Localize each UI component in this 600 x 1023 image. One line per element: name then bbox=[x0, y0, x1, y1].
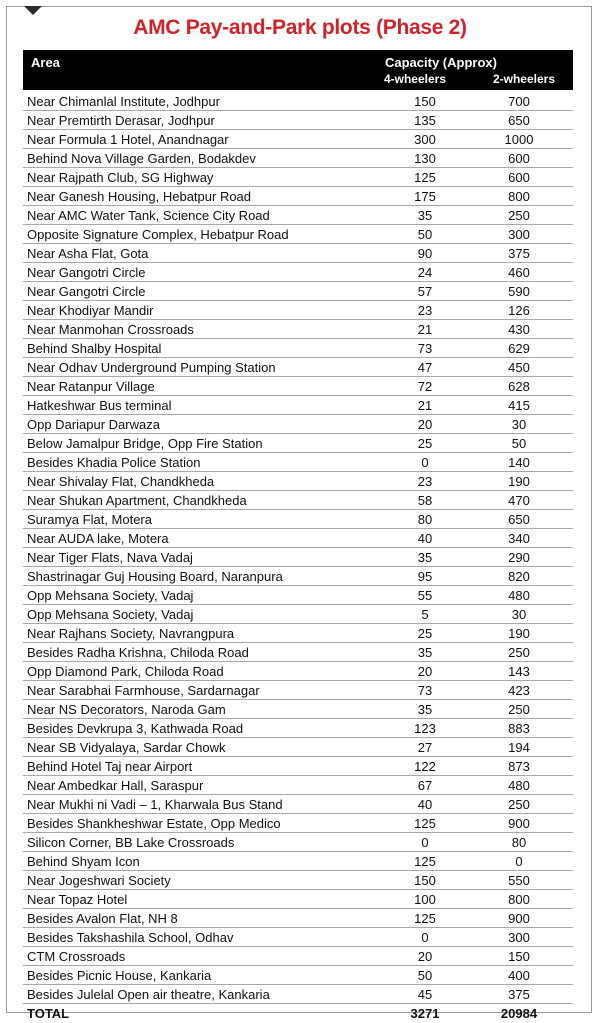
table-row bbox=[23, 586, 573, 605]
table-row bbox=[23, 757, 573, 776]
area-cell: Near Ambedkar Hall, Saraspur bbox=[27, 778, 204, 793]
area-cell: Opp Diamond Park, Chiloda Road bbox=[27, 664, 224, 679]
area-cell: Near Khodiyar Mandir bbox=[27, 303, 154, 318]
area-cell: Behind Nova Village Garden, Bodakdev bbox=[27, 151, 256, 166]
four-wheeler-cell: 73 bbox=[417, 341, 433, 356]
two-wheeler-cell: 375 bbox=[508, 987, 530, 1002]
four-wheeler-cell: 35 bbox=[417, 702, 433, 717]
area-cell: Near Odhav Underground Pumping Station bbox=[27, 360, 276, 375]
area-cell: Near Premtirth Derasar, Jodhpur bbox=[27, 113, 215, 128]
four-wheeler-cell: 27 bbox=[417, 740, 433, 755]
two-wheeler-cell: 800 bbox=[508, 189, 530, 204]
area-cell: Besides Takshashila School, Odhav bbox=[27, 930, 234, 945]
table-row bbox=[23, 491, 573, 510]
table-row bbox=[23, 548, 573, 567]
area-cell: Near Gangotri Circle bbox=[27, 284, 146, 299]
area-cell: Hatkeshwar Bus terminal bbox=[27, 398, 172, 413]
header-two-wheelers: 2-wheelers bbox=[492, 72, 556, 86]
four-wheeler-cell: 40 bbox=[417, 797, 433, 812]
table-row bbox=[23, 738, 573, 757]
table-row bbox=[23, 890, 573, 909]
table-row bbox=[23, 776, 573, 795]
two-wheeler-cell: 0 bbox=[515, 854, 523, 869]
area-cell: Near Rajhans Society, Navrangpura bbox=[27, 626, 235, 641]
two-wheeler-cell: 300 bbox=[508, 227, 530, 242]
table-body bbox=[23, 92, 573, 1023]
two-wheeler-cell: 430 bbox=[508, 322, 530, 337]
two-wheeler-cell: 250 bbox=[508, 797, 530, 812]
two-wheeler-cell: 800 bbox=[508, 892, 530, 907]
four-wheeler-cell: 35 bbox=[417, 645, 433, 660]
table-row bbox=[23, 510, 573, 529]
table-row bbox=[23, 339, 573, 358]
two-wheeler-cell: 600 bbox=[508, 170, 530, 185]
area-cell: Near Mukhi ni Vadi – 1, Kharwala Bus Stand bbox=[27, 797, 283, 812]
four-wheeler-cell: 40 bbox=[417, 531, 433, 546]
four-wheeler-cell: 0 bbox=[421, 455, 429, 470]
area-cell: Below Jamalpur Bridge, Opp Fire Station bbox=[27, 436, 263, 451]
two-wheeler-cell: 700 bbox=[508, 94, 530, 109]
area-cell: Near Asha Flat, Gota bbox=[27, 246, 149, 261]
four-wheeler-cell: 0 bbox=[421, 835, 429, 850]
four-wheeler-cell: 20 bbox=[417, 664, 433, 679]
table-row bbox=[23, 206, 573, 225]
total-four-wheelers: 3271 bbox=[410, 1006, 440, 1021]
two-wheeler-cell: 460 bbox=[508, 265, 530, 280]
table-row bbox=[23, 320, 573, 339]
area-cell: Near Rajpath Club, SG Highway bbox=[27, 170, 214, 185]
table-row bbox=[23, 301, 573, 320]
table-row bbox=[23, 415, 573, 434]
two-wheeler-cell: 190 bbox=[508, 626, 530, 641]
table-row bbox=[23, 719, 573, 738]
table-frame bbox=[6, 6, 592, 1021]
table-row bbox=[23, 244, 573, 263]
two-wheeler-cell: 820 bbox=[508, 569, 530, 584]
four-wheeler-cell: 0 bbox=[421, 930, 429, 945]
four-wheeler-cell: 130 bbox=[414, 151, 436, 166]
area-cell: Near SB Vidyalaya, Sardar Chowk bbox=[27, 740, 226, 755]
area-cell: Near Shivalay Flat, Chandkheda bbox=[27, 474, 215, 489]
area-cell: Besides Devkrupa 3, Kathwada Road bbox=[27, 721, 244, 736]
table-row bbox=[23, 111, 573, 130]
table-row bbox=[23, 871, 573, 890]
two-wheeler-cell: 400 bbox=[508, 968, 530, 983]
page-title: AMC Pay-and-Park plots (Phase 2) bbox=[133, 16, 467, 39]
two-wheeler-cell: 650 bbox=[508, 113, 530, 128]
table-row bbox=[23, 928, 573, 947]
area-cell: Near Sarabhai Farmhouse, Sardarnagar bbox=[27, 683, 260, 698]
four-wheeler-cell: 125 bbox=[414, 170, 436, 185]
table-row bbox=[23, 92, 573, 111]
two-wheeler-cell: 80 bbox=[511, 835, 527, 850]
area-cell: Near Gangotri Circle bbox=[27, 265, 146, 280]
two-wheeler-cell: 900 bbox=[508, 911, 530, 926]
table-row bbox=[23, 814, 573, 833]
four-wheeler-cell: 135 bbox=[414, 113, 436, 128]
area-cell: Near Ganesh Housing, Hebatpur Road bbox=[27, 189, 252, 204]
area-cell: Besides Julelal Open air theatre, Kankaria bbox=[27, 987, 270, 1002]
two-wheeler-cell: 415 bbox=[508, 398, 530, 413]
four-wheeler-cell: 150 bbox=[414, 94, 436, 109]
four-wheeler-cell: 125 bbox=[414, 854, 436, 869]
table-row bbox=[23, 168, 573, 187]
two-wheeler-cell: 340 bbox=[508, 531, 530, 546]
area-cell: CTM Crossroads bbox=[27, 949, 126, 964]
table-row bbox=[23, 187, 573, 206]
table-row bbox=[23, 795, 573, 814]
area-cell: Near Topaz Hotel bbox=[27, 892, 128, 907]
total-two-wheelers: 20984 bbox=[500, 1006, 538, 1021]
area-cell: Near Ratanpur Village bbox=[27, 379, 155, 394]
four-wheeler-cell: 35 bbox=[417, 208, 433, 223]
area-cell: Suramya Flat, Motera bbox=[27, 512, 152, 527]
area-cell: Near Chimanlal Institute, Jodhpur bbox=[27, 94, 220, 109]
table-row bbox=[23, 377, 573, 396]
two-wheeler-cell: 290 bbox=[508, 550, 530, 565]
table-row bbox=[23, 643, 573, 662]
four-wheeler-cell: 50 bbox=[417, 968, 433, 983]
table-row bbox=[23, 472, 573, 491]
four-wheeler-cell: 100 bbox=[414, 892, 436, 907]
two-wheeler-cell: 250 bbox=[508, 208, 530, 223]
two-wheeler-cell: 480 bbox=[508, 778, 530, 793]
area-cell: Near Formula 1 Hotel, Anandnagar bbox=[27, 132, 229, 147]
four-wheeler-cell: 72 bbox=[417, 379, 433, 394]
table-row bbox=[23, 852, 573, 871]
table-row bbox=[23, 947, 573, 966]
two-wheeler-cell: 250 bbox=[508, 645, 530, 660]
four-wheeler-cell: 5 bbox=[421, 607, 429, 622]
four-wheeler-cell: 25 bbox=[417, 626, 433, 641]
table-row bbox=[23, 149, 573, 168]
two-wheeler-cell: 628 bbox=[508, 379, 530, 394]
two-wheeler-cell: 300 bbox=[508, 930, 530, 945]
table-row bbox=[23, 985, 573, 1004]
table-row bbox=[23, 700, 573, 719]
total-row bbox=[23, 1004, 573, 1023]
four-wheeler-cell: 21 bbox=[417, 398, 433, 413]
two-wheeler-cell: 873 bbox=[508, 759, 530, 774]
four-wheeler-cell: 23 bbox=[417, 474, 433, 489]
area-cell: Besides Picnic House, Kankaria bbox=[27, 968, 212, 983]
table-row bbox=[23, 282, 573, 301]
table-row bbox=[23, 966, 573, 985]
area-cell: Near Shukan Apartment, Chandkheda bbox=[27, 493, 247, 508]
four-wheeler-cell: 125 bbox=[414, 911, 436, 926]
two-wheeler-cell: 450 bbox=[508, 360, 530, 375]
table-row bbox=[23, 358, 573, 377]
two-wheeler-cell: 250 bbox=[508, 702, 530, 717]
four-wheeler-cell: 150 bbox=[414, 873, 436, 888]
table-row bbox=[23, 130, 573, 149]
table-row bbox=[23, 434, 573, 453]
area-cell: Behind Shalby Hospital bbox=[27, 341, 162, 356]
four-wheeler-cell: 21 bbox=[417, 322, 433, 337]
four-wheeler-cell: 123 bbox=[414, 721, 436, 736]
two-wheeler-cell: 140 bbox=[508, 455, 530, 470]
two-wheeler-cell: 50 bbox=[511, 436, 527, 451]
table-row bbox=[23, 662, 573, 681]
four-wheeler-cell: 95 bbox=[417, 569, 433, 584]
corner-marker-icon bbox=[24, 6, 42, 15]
table-row bbox=[23, 529, 573, 548]
two-wheeler-cell: 629 bbox=[508, 341, 530, 356]
four-wheeler-cell: 175 bbox=[414, 189, 436, 204]
area-cell: Opposite Signature Complex, Hebatpur Road bbox=[27, 227, 289, 242]
four-wheeler-cell: 58 bbox=[417, 493, 433, 508]
area-cell: Opp Mehsana Society, Vadaj bbox=[27, 588, 194, 603]
area-cell: Behind Shyam Icon bbox=[27, 854, 140, 869]
two-wheeler-cell: 30 bbox=[511, 607, 527, 622]
area-cell: Opp Dariapur Darwaza bbox=[27, 417, 160, 432]
header-area: Area bbox=[31, 55, 60, 70]
four-wheeler-cell: 45 bbox=[417, 987, 433, 1002]
table-row bbox=[23, 909, 573, 928]
table-row bbox=[23, 453, 573, 472]
two-wheeler-cell: 143 bbox=[508, 664, 530, 679]
four-wheeler-cell: 67 bbox=[417, 778, 433, 793]
four-wheeler-cell: 90 bbox=[417, 246, 433, 261]
four-wheeler-cell: 20 bbox=[417, 949, 433, 964]
table-row bbox=[23, 833, 573, 852]
four-wheeler-cell: 300 bbox=[414, 132, 436, 147]
table-row bbox=[23, 624, 573, 643]
total-label: TOTAL bbox=[27, 1006, 70, 1021]
two-wheeler-cell: 190 bbox=[508, 474, 530, 489]
table-row bbox=[23, 263, 573, 282]
table-row bbox=[23, 396, 573, 415]
two-wheeler-cell: 30 bbox=[511, 417, 527, 432]
two-wheeler-cell: 550 bbox=[508, 873, 530, 888]
area-cell: Behind Hotel Taj near Airport bbox=[27, 759, 193, 774]
four-wheeler-cell: 20 bbox=[417, 417, 433, 432]
two-wheeler-cell: 883 bbox=[508, 721, 530, 736]
area-cell: Besides Shankheshwar Estate, Opp Medico bbox=[27, 816, 281, 831]
area-cell: Near NS Decorators, Naroda Gam bbox=[27, 702, 226, 717]
area-cell: Near AUDA lake, Motera bbox=[27, 531, 169, 546]
area-cell: Near AMC Water Tank, Science City Road bbox=[27, 208, 270, 223]
header-capacity: Capacity (Approx) bbox=[385, 55, 497, 70]
four-wheeler-cell: 50 bbox=[417, 227, 433, 242]
area-cell: Besides Khadia Police Station bbox=[27, 455, 201, 470]
four-wheeler-cell: 35 bbox=[417, 550, 433, 565]
two-wheeler-cell: 590 bbox=[508, 284, 530, 299]
area-cell: Opp Mehsana Society, Vadaj bbox=[27, 607, 194, 622]
two-wheeler-cell: 480 bbox=[508, 588, 530, 603]
two-wheeler-cell: 126 bbox=[508, 303, 530, 318]
area-cell: Near Manmohan Crossroads bbox=[27, 322, 194, 337]
two-wheeler-cell: 150 bbox=[508, 949, 530, 964]
table-row bbox=[23, 567, 573, 586]
area-cell: Shastrinagar Guj Housing Board, Naranpura bbox=[27, 569, 283, 584]
two-wheeler-cell: 900 bbox=[508, 816, 530, 831]
table-row bbox=[23, 681, 573, 700]
two-wheeler-cell: 600 bbox=[508, 151, 530, 166]
area-cell: Besides Avalon Flat, NH 8 bbox=[27, 911, 178, 926]
two-wheeler-cell: 650 bbox=[508, 512, 530, 527]
four-wheeler-cell: 57 bbox=[417, 284, 433, 299]
header-four-wheelers: 4-wheelers bbox=[383, 72, 447, 86]
two-wheeler-cell: 470 bbox=[508, 493, 530, 508]
four-wheeler-cell: 125 bbox=[414, 816, 436, 831]
area-cell: Near Tiger Flats, Nava Vadaj bbox=[27, 550, 193, 565]
area-cell: Silicon Corner, BB Lake Crossroads bbox=[27, 835, 235, 850]
four-wheeler-cell: 80 bbox=[417, 512, 433, 527]
four-wheeler-cell: 122 bbox=[414, 759, 436, 774]
table-row bbox=[23, 605, 573, 624]
two-wheeler-cell: 423 bbox=[508, 683, 530, 698]
four-wheeler-cell: 55 bbox=[417, 588, 433, 603]
two-wheeler-cell: 375 bbox=[508, 246, 530, 261]
table-header bbox=[23, 50, 573, 90]
two-wheeler-cell: 1000 bbox=[504, 132, 534, 147]
four-wheeler-cell: 24 bbox=[417, 265, 433, 280]
four-wheeler-cell: 73 bbox=[417, 683, 433, 698]
area-cell: Near Jogeshwari Society bbox=[27, 873, 171, 888]
two-wheeler-cell: 194 bbox=[508, 740, 530, 755]
four-wheeler-cell: 23 bbox=[417, 303, 433, 318]
four-wheeler-cell: 25 bbox=[417, 436, 433, 451]
area-cell: Besides Radha Krishna, Chiloda Road bbox=[27, 645, 249, 660]
four-wheeler-cell: 47 bbox=[417, 360, 433, 375]
table-row bbox=[23, 225, 573, 244]
